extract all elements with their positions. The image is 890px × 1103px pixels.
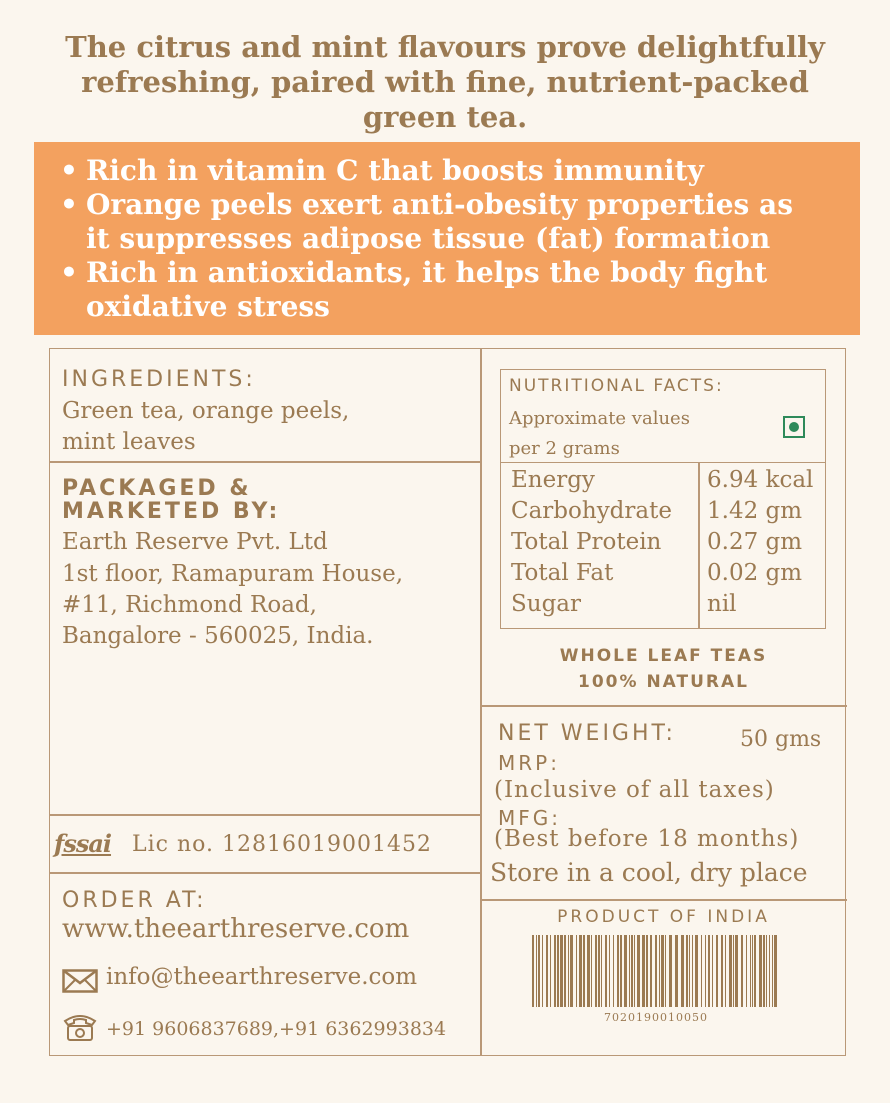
- storage-note: Store in a cool, dry place: [490, 858, 808, 887]
- barcode-bar: [560, 935, 563, 1007]
- nutrient-value: 0.27 gm: [707, 529, 803, 555]
- barcode-bar: [754, 935, 756, 1007]
- barcode-bar: [550, 935, 551, 1007]
- barcode-bar: [708, 935, 710, 1007]
- row-divider: [50, 461, 480, 463]
- nutrition-sub-line: Approximate values: [509, 408, 690, 429]
- barcode-bar: [595, 935, 597, 1007]
- nutrient-name: Total Fat: [511, 560, 614, 586]
- veg-symbol-icon: [783, 416, 805, 438]
- row-divider: [480, 705, 847, 707]
- barcode-bar: [637, 935, 640, 1007]
- nutrition-row: [501, 560, 825, 591]
- barcode-bar: [650, 935, 652, 1007]
- net-weight-label: NET WEIGHT:: [498, 721, 676, 746]
- mfg-note: (Best before 18 months): [494, 826, 800, 852]
- barcode-bar: [542, 935, 543, 1007]
- barcode-bar: [752, 935, 753, 1007]
- barcode-bar: [609, 935, 610, 1007]
- address-line: #11, Richmond Road,: [62, 592, 317, 618]
- phone-icon: [62, 1011, 98, 1043]
- nutrition-heading: NUTRITIONAL FACTS:: [509, 376, 724, 396]
- barcode-bar: [646, 935, 648, 1007]
- address-line: Bangalore - 560025, India.: [62, 623, 374, 649]
- barcode-bar: [772, 935, 773, 1007]
- barcode-bar: [659, 935, 660, 1007]
- nutrition-row: [501, 498, 825, 529]
- barcode-bar: [741, 935, 743, 1007]
- barcode-bar: [774, 935, 777, 1007]
- barcode-bar: [692, 935, 693, 1007]
- barcode-bar: [568, 935, 569, 1007]
- nutrition-table: [501, 462, 825, 617]
- barcode-bar: [735, 935, 738, 1007]
- barcode-bar: [661, 935, 664, 1007]
- nutrition-box: [500, 369, 826, 629]
- barcode-bar: [564, 935, 566, 1007]
- nutrient-value: 6.94 kcal: [707, 467, 814, 493]
- ingredients-label: INGREDIENTS:: [62, 367, 256, 392]
- nutrient-name: Carbohydrate: [511, 498, 672, 524]
- nutrient-name: Total Protein: [511, 529, 662, 555]
- barcode-bar: [733, 935, 734, 1007]
- barcode-bar: [570, 935, 573, 1007]
- barcode-bar: [598, 935, 600, 1007]
- email-link[interactable]: info@theearthreserve.com: [106, 964, 418, 990]
- barcode-number: 7020190010050: [604, 1011, 708, 1024]
- order-label: ORDER AT:: [62, 888, 207, 913]
- barcode-bar: [624, 935, 627, 1007]
- row-divider: [50, 872, 480, 874]
- barcode-bar: [617, 935, 619, 1007]
- barcode-bar: [557, 935, 559, 1007]
- barcode-bar: [681, 935, 684, 1007]
- benefit-item: • Rich in vitamin C that boosts immunity: [60, 154, 840, 188]
- barcode-bar: [695, 935, 698, 1007]
- net-weight-value: 50 gms: [740, 727, 822, 752]
- barcode-bar: [613, 935, 614, 1007]
- mrp-label: MRP:: [498, 751, 560, 775]
- barcode-bar: [665, 935, 666, 1007]
- marketed-label: MARKETED BY:: [62, 499, 281, 524]
- barcode-bar: [701, 935, 702, 1007]
- benefit-item: • Orange peels exert anti-obesity properties as it suppresses adipose tissue (fat) formation: [60, 188, 840, 256]
- barcode-bar: [716, 935, 718, 1007]
- nutrient-value: nil: [707, 591, 737, 617]
- row-divider: [50, 814, 480, 816]
- address-line: Earth Reserve Pvt. Ltd: [62, 529, 328, 555]
- barcode-bar: [576, 935, 577, 1007]
- barcode-bar: [634, 935, 635, 1007]
- benefits-list: [60, 154, 840, 324]
- barcode-bar: [579, 935, 582, 1007]
- barcode-bar: [536, 935, 537, 1007]
- origin-label: PRODUCT OF INDIA: [557, 907, 770, 927]
- barcode-bar: [554, 935, 556, 1007]
- nutrient-value: 0.02 gm: [707, 560, 803, 586]
- mail-icon: [62, 969, 98, 993]
- barcode-bar: [538, 935, 540, 1007]
- barcode-bar: [605, 935, 607, 1007]
- fssai-license: Lic no. 12816019001452: [132, 832, 432, 857]
- barcode-bar: [629, 935, 630, 1007]
- barcode-bars: [532, 935, 780, 1007]
- barcode-bar: [763, 935, 765, 1007]
- barcode-bar: [675, 935, 678, 1007]
- barcode-bar: [729, 935, 732, 1007]
- column-divider: [480, 349, 482, 1055]
- info-table: [49, 348, 846, 1056]
- barcode-bar: [750, 935, 751, 1007]
- barcode-bar: [620, 935, 622, 1007]
- ingredients-line: mint leaves: [62, 429, 196, 455]
- barcode-bar: [655, 935, 657, 1007]
- barcode-bar: [631, 935, 633, 1007]
- nutrition-row: [501, 467, 825, 498]
- barcode-bar: [601, 935, 602, 1007]
- phone-numbers[interactable]: +91 9606837689,+91 6362993834: [106, 1018, 447, 1040]
- address-line: 1st floor, Ramapuram House,: [62, 561, 404, 587]
- nutrition-sub-line: per 2 grams: [509, 438, 620, 459]
- barcode-bar: [705, 935, 706, 1007]
- mrp-note: (Inclusive of all taxes): [494, 777, 775, 803]
- barcode-bar: [769, 935, 770, 1007]
- nutrition-row: [501, 529, 825, 560]
- benefits-panel: [34, 142, 860, 335]
- nutrient-name: Energy: [511, 467, 595, 493]
- barcode-bar: [712, 935, 713, 1007]
- benefit-item: • Rich in antioxidants, it helps the body fight oxidative stress: [60, 256, 840, 324]
- nutrient-value: 1.42 gm: [707, 498, 803, 524]
- barcode-bar: [591, 935, 592, 1007]
- packaged-label: PACKAGED &: [62, 476, 252, 501]
- barcode-bar: [686, 935, 688, 1007]
- mfg-label: MFG:: [498, 806, 561, 830]
- barcode: [532, 935, 780, 1025]
- barcode-bar: [642, 935, 645, 1007]
- barcode-bar: [546, 935, 548, 1007]
- ingredients-line: Green tea, orange peels,: [62, 398, 350, 424]
- website-link[interactable]: www.theearthreserve.com: [62, 914, 410, 944]
- barcode-bar: [721, 935, 723, 1007]
- nutrition-row: [501, 591, 825, 622]
- barcode-bar: [725, 935, 726, 1007]
- barcode-bar: [759, 935, 762, 1007]
- barcode-bar: [532, 935, 534, 1007]
- nutrient-name: Sugar: [511, 591, 581, 617]
- fssai-logo: fssai: [54, 829, 112, 858]
- whole-leaf-line: WHOLE LEAF TEAS: [559, 646, 768, 666]
- row-divider: [480, 899, 847, 901]
- barcode-bar: [689, 935, 690, 1007]
- barcode-bar: [669, 935, 672, 1007]
- barcode-bar: [766, 935, 767, 1007]
- barcode-bar: [587, 935, 590, 1007]
- barcode-bar: [746, 935, 747, 1007]
- natural-line: 100% NATURAL: [578, 672, 749, 692]
- barcode-bar: [583, 935, 585, 1007]
- nutrition-sub: [509, 404, 690, 464]
- intro-text: The citrus and mint flavours prove delightfully refreshing, paired with fine, nutrient-packed green tea.: [65, 30, 825, 134]
